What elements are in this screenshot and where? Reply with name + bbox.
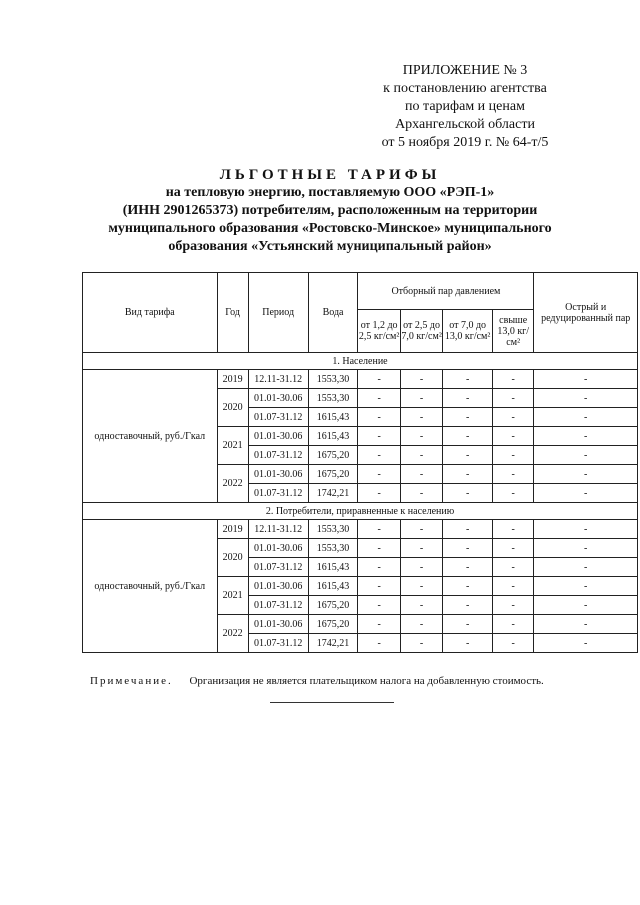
steam-p1-cell: -: [358, 484, 400, 503]
steam-p4-cell: -: [492, 520, 533, 539]
steam-p4-cell: -: [492, 427, 533, 446]
steam-p4-cell: -: [492, 577, 533, 596]
sharp-steam-cell: -: [534, 370, 638, 389]
period-cell: 01.07-31.12: [248, 408, 308, 427]
steam-p2-cell: -: [400, 520, 442, 539]
steam-p2-cell: -: [400, 539, 442, 558]
sharp-steam-cell: -: [534, 427, 638, 446]
steam-p4-cell: -: [492, 465, 533, 484]
section-title: 1. Население: [83, 353, 638, 370]
steam-p2-cell: -: [400, 427, 442, 446]
steam-p4-cell: -: [492, 389, 533, 408]
steam-p4-cell: -: [492, 370, 533, 389]
water-price-cell: 1615,43: [308, 577, 358, 596]
water-price-cell: 1615,43: [308, 427, 358, 446]
footnote-label: Примечание.: [90, 675, 173, 687]
water-price-cell: 1615,43: [308, 558, 358, 577]
steam-p3-cell: -: [443, 596, 493, 615]
appendix-block: [340, 62, 590, 152]
steam-p1-cell: -: [358, 389, 400, 408]
tariff-type-cell: одноставочный, руб./Гкал: [83, 520, 218, 653]
title-heading: ЛЬГОТНЫЕ ТАРИФЫ: [219, 167, 441, 183]
steam-p2-cell: -: [400, 370, 442, 389]
sharp-steam-cell: -: [534, 408, 638, 427]
year-cell: 2021: [217, 427, 248, 465]
water-price-cell: 1675,20: [308, 446, 358, 465]
period-cell: 01.01-30.06: [248, 539, 308, 558]
header-year: Год: [217, 273, 248, 353]
table-row: [83, 370, 638, 389]
sharp-steam-cell: -: [534, 520, 638, 539]
period-cell: 01.07-31.12: [248, 596, 308, 615]
steam-p2-cell: -: [400, 465, 442, 484]
water-price-cell: 1742,21: [308, 484, 358, 503]
header-water: Вода: [308, 273, 358, 353]
year-cell: 2019: [217, 520, 248, 539]
period-cell: 01.07-31.12: [248, 558, 308, 577]
steam-p3-cell: -: [443, 389, 493, 408]
steam-p3-cell: -: [443, 370, 493, 389]
section-title: 2. Потребители, приравненные к населению: [83, 503, 638, 520]
water-price-cell: 1675,20: [308, 615, 358, 634]
steam-p1-cell: -: [358, 520, 400, 539]
title-line: на тепловую энергию, поставляемую ООО «РЭП-1»: [165, 185, 495, 200]
year-cell: 2022: [217, 615, 248, 653]
water-price-cell: 1553,30: [308, 370, 358, 389]
period-cell: 01.01-30.06: [248, 427, 308, 446]
steam-p1-cell: -: [358, 596, 400, 615]
steam-p3-cell: -: [443, 634, 493, 653]
sharp-steam-cell: -: [534, 465, 638, 484]
steam-p1-cell: -: [358, 465, 400, 484]
steam-p2-cell: -: [400, 558, 442, 577]
appendix-line: Архангельской области: [395, 117, 535, 132]
period-cell: 01.07-31.12: [248, 446, 308, 465]
year-cell: 2021: [217, 577, 248, 615]
steam-p2-cell: -: [400, 389, 442, 408]
water-price-cell: 1553,30: [308, 389, 358, 408]
sharp-steam-cell: -: [534, 389, 638, 408]
divider-line: [270, 702, 394, 703]
appendix-line: к постановлению агентства: [383, 81, 547, 96]
header-pressure-2: от 2,5 до 7,0 кг/см²: [400, 310, 442, 353]
sharp-steam-cell: -: [534, 634, 638, 653]
period-cell: 12.11-31.12: [248, 370, 308, 389]
section-row: [83, 503, 638, 520]
steam-p3-cell: -: [443, 427, 493, 446]
water-price-cell: 1553,30: [308, 520, 358, 539]
steam-p4-cell: -: [492, 539, 533, 558]
steam-p3-cell: -: [443, 615, 493, 634]
title-line: муниципального образования «Ростовско-Минское» муниципального: [108, 221, 552, 236]
period-cell: 01.01-30.06: [248, 615, 308, 634]
steam-p4-cell: -: [492, 596, 533, 615]
steam-p1-cell: -: [358, 370, 400, 389]
header-tariff-type: Вид тарифа: [83, 273, 218, 353]
tariff-type-cell: одноставочный, руб./Гкал: [83, 370, 218, 503]
period-cell: 01.01-30.06: [248, 389, 308, 408]
sharp-steam-cell: -: [534, 539, 638, 558]
steam-p3-cell: -: [443, 539, 493, 558]
appendix-title: ПРИЛОЖЕНИЕ № 3: [402, 63, 528, 78]
water-price-cell: 1553,30: [308, 539, 358, 558]
steam-p1-cell: -: [358, 615, 400, 634]
table-row: [83, 520, 638, 539]
steam-p1-cell: -: [358, 427, 400, 446]
steam-p1-cell: -: [358, 558, 400, 577]
period-cell: 01.07-31.12: [248, 634, 308, 653]
sharp-steam-cell: -: [534, 596, 638, 615]
document-title: [80, 166, 580, 256]
steam-p2-cell: -: [400, 577, 442, 596]
year-cell: 2019: [217, 370, 248, 389]
steam-p1-cell: -: [358, 446, 400, 465]
year-cell: 2020: [217, 389, 248, 427]
steam-p2-cell: -: [400, 484, 442, 503]
year-cell: 2020: [217, 539, 248, 577]
steam-p3-cell: -: [443, 446, 493, 465]
sharp-steam-cell: -: [534, 558, 638, 577]
water-price-cell: 1675,20: [308, 596, 358, 615]
year-cell: 2022: [217, 465, 248, 503]
tariffs-table: [82, 272, 638, 653]
steam-p1-cell: -: [358, 634, 400, 653]
steam-p2-cell: -: [400, 634, 442, 653]
title-line: образования «Устьянский муниципальный район»: [168, 239, 492, 254]
footnote: [90, 675, 544, 687]
header-pressure-3: от 7,0 до 13,0 кг/см²: [443, 310, 493, 353]
water-price-cell: 1742,21: [308, 634, 358, 653]
water-price-cell: 1615,43: [308, 408, 358, 427]
sharp-steam-cell: -: [534, 484, 638, 503]
header-period: Период: [248, 273, 308, 353]
period-cell: 01.01-30.06: [248, 577, 308, 596]
steam-p3-cell: -: [443, 484, 493, 503]
steam-p3-cell: -: [443, 520, 493, 539]
appendix-date: от 5 ноября 2019 г. № 64-т/5: [381, 135, 549, 150]
steam-p3-cell: -: [443, 577, 493, 596]
footnote-text: Организация не является плательщиком налога на добавленную стоимость.: [189, 675, 544, 687]
period-cell: 01.07-31.12: [248, 484, 308, 503]
steam-p2-cell: -: [400, 408, 442, 427]
header-pressure-1: от 1,2 до 2,5 кг/см²: [358, 310, 400, 353]
steam-p4-cell: -: [492, 484, 533, 503]
header-steam: Отборный пар давлением: [358, 273, 534, 310]
steam-p4-cell: -: [492, 446, 533, 465]
steam-p2-cell: -: [400, 446, 442, 465]
steam-p1-cell: -: [358, 408, 400, 427]
header-pressure-4: свыше 13,0 кг/см²: [492, 310, 533, 353]
water-price-cell: 1675,20: [308, 465, 358, 484]
steam-p4-cell: -: [492, 408, 533, 427]
header-sharp-steam: Острый и редуцированный пар: [534, 273, 638, 353]
steam-p3-cell: -: [443, 558, 493, 577]
sharp-steam-cell: -: [534, 446, 638, 465]
steam-p3-cell: -: [443, 408, 493, 427]
steam-p2-cell: -: [400, 596, 442, 615]
steam-p4-cell: -: [492, 634, 533, 653]
period-cell: 01.01-30.06: [248, 465, 308, 484]
title-line: (ИНН 2901265373) потребителям, расположенным на территории: [122, 203, 538, 218]
steam-p3-cell: -: [443, 465, 493, 484]
sharp-steam-cell: -: [534, 577, 638, 596]
sharp-steam-cell: -: [534, 615, 638, 634]
steam-p1-cell: -: [358, 577, 400, 596]
section-row: [83, 353, 638, 370]
steam-p1-cell: -: [358, 539, 400, 558]
steam-p2-cell: -: [400, 615, 442, 634]
steam-p4-cell: -: [492, 558, 533, 577]
steam-p4-cell: -: [492, 615, 533, 634]
appendix-line: по тарифам и ценам: [405, 99, 525, 114]
period-cell: 12.11-31.12: [248, 520, 308, 539]
